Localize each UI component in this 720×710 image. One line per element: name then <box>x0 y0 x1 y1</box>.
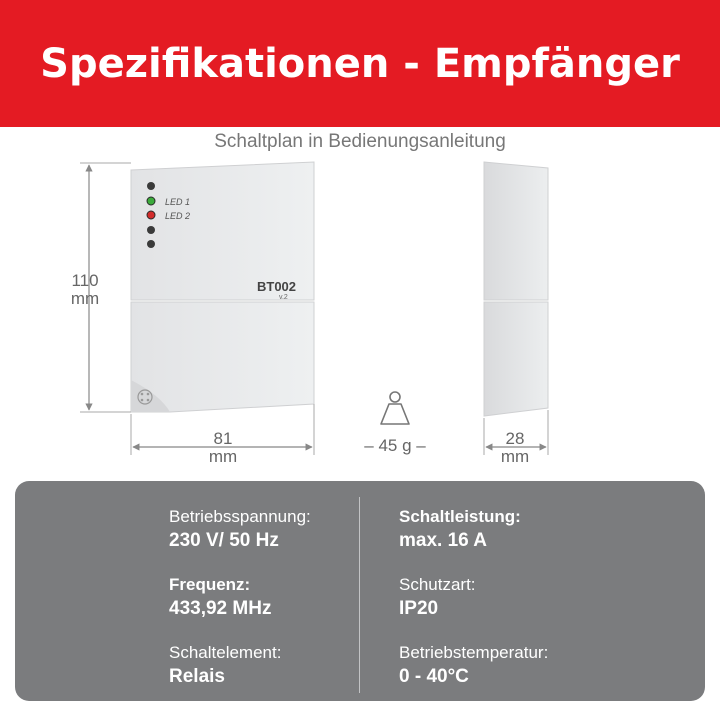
product-drawing <box>0 150 720 470</box>
height-value: 110 <box>71 271 99 290</box>
spec-label: Frequenz: <box>169 575 251 594</box>
device-model: BT002 <box>257 279 297 294</box>
spec-label: Schaltelement: <box>169 643 282 662</box>
spec-label: Schaltleistung: <box>399 507 521 526</box>
page-title: Spezifikationen - Empfänger <box>40 40 680 87</box>
height-unit: mm <box>70 289 100 308</box>
spec-protection-class <box>399 574 476 622</box>
spec-operating-temperature <box>399 642 548 690</box>
specs-divider <box>359 497 360 693</box>
spec-value: 230 V/ 50 Hz <box>169 530 279 551</box>
spec-label: Schutzart: <box>399 575 476 594</box>
width-value: 81 <box>213 429 233 448</box>
weight-value: – 45 g – <box>364 436 426 455</box>
led2-label: LED 2 <box>165 211 191 221</box>
spec-value: 433,92 MHz <box>169 598 272 619</box>
spec-value: IP20 <box>399 598 439 619</box>
spec-value: max. 16 A <box>399 530 488 551</box>
width-dimension <box>193 430 253 466</box>
spec-value: 0 - 40°C <box>399 666 469 687</box>
header-banner <box>0 0 720 127</box>
spec-switching-capacity <box>399 506 521 554</box>
spec-label: Betriebstemperatur: <box>399 643 549 662</box>
specs-panel <box>15 481 705 701</box>
spec-switch-element <box>169 642 281 690</box>
device-front-view <box>131 162 314 412</box>
depth-unit: mm <box>500 447 530 466</box>
spec-frequency <box>169 574 271 622</box>
spec-value: Relais <box>169 666 225 687</box>
weight-icon <box>381 392 409 424</box>
height-dimension <box>55 272 115 308</box>
device-side-view <box>484 162 548 416</box>
led1-label: LED 1 <box>165 197 191 207</box>
spec-label: Betriebsspannung: <box>169 507 311 526</box>
spec-voltage <box>169 506 311 554</box>
subtitle: Schaltplan in Bedienungsanleitung <box>214 131 506 152</box>
width-unit: mm <box>208 447 238 466</box>
depth-dimension <box>485 430 545 466</box>
depth-value: 28 <box>505 429 525 448</box>
device-version: v.2 <box>279 294 288 301</box>
